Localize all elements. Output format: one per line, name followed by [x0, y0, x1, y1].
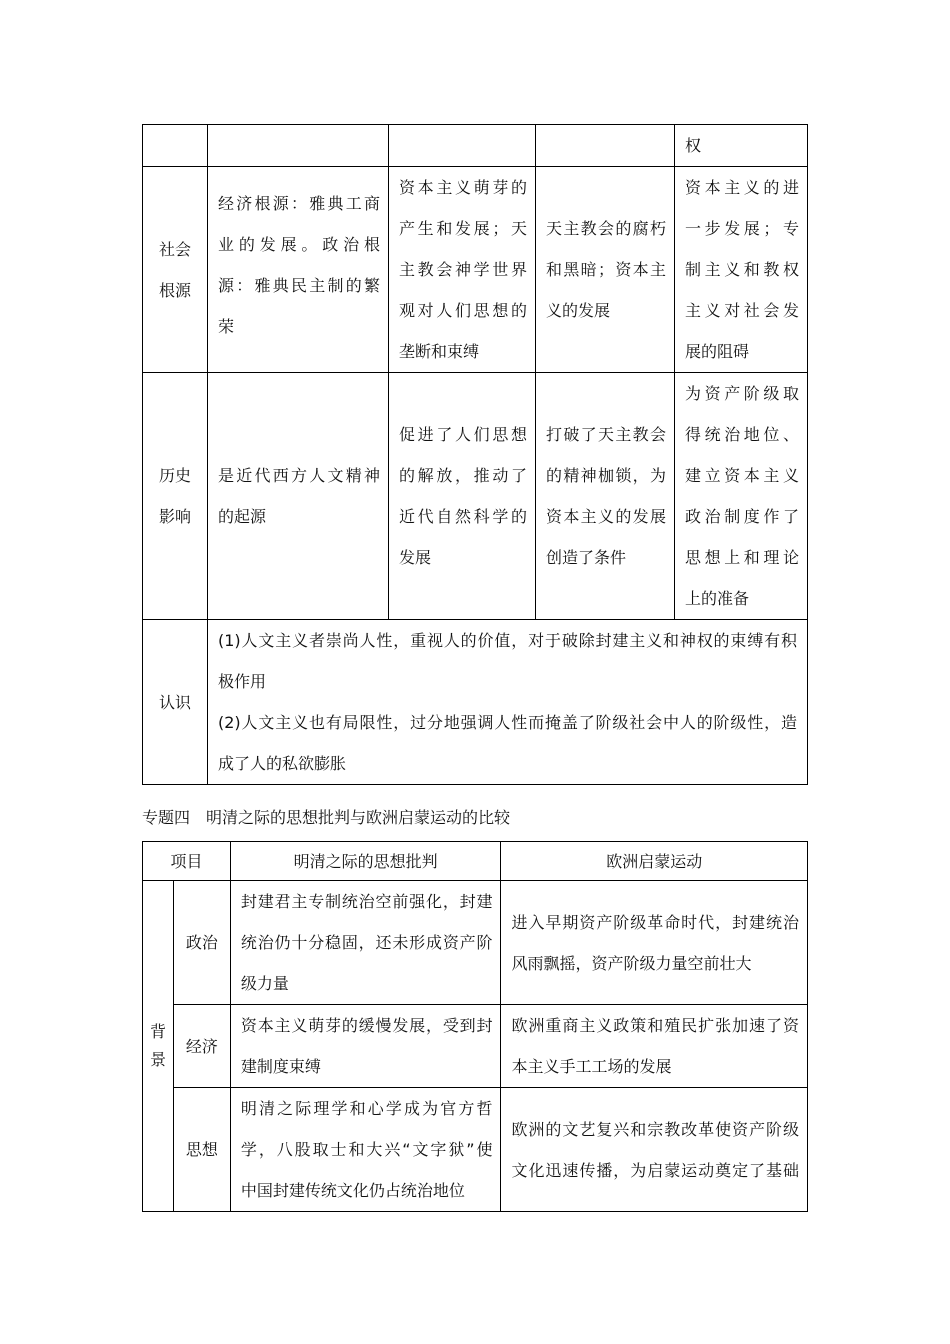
category-economy: 经济: [173, 1005, 230, 1088]
comparison-table-enlightenment: [142, 841, 808, 1212]
cell-text: [231, 1088, 501, 1211]
text-line: 主教会神学世界: [399, 260, 527, 279]
text-line: 欧洲的文艺复兴和宗教改革使资产阶级: [511, 1119, 799, 1139]
table-cell: [230, 881, 501, 1005]
text-line: 文化迅速传播，为启蒙运动奠定了基础: [511, 1160, 799, 1180]
text-line: 为资产阶级取: [685, 384, 799, 403]
table-cell: [389, 167, 536, 373]
cell-text: [231, 881, 501, 1004]
text-line: 中国封建传统文化仍占统治地位: [240, 1181, 465, 1200]
table-cell: [675, 373, 808, 620]
table-header-row: [143, 842, 808, 881]
table-row: [143, 125, 808, 167]
text-line: 产生和发展；天: [399, 219, 527, 238]
row-label-line: 历史: [158, 466, 191, 485]
text-line: 制主义和教权: [685, 260, 799, 279]
text-line: 建立资本主义: [685, 466, 799, 485]
text-line: 促进了人们思想: [399, 425, 527, 444]
table-cell: [208, 167, 389, 373]
table-row-thought: [143, 1088, 808, 1212]
text-line: 义的发展: [546, 301, 611, 320]
row-label-line: 背: [149, 1022, 166, 1041]
table-cell-understanding: [208, 620, 808, 785]
table-cell: [536, 167, 675, 373]
cell-text: [536, 208, 674, 331]
table-row-politics: [143, 881, 808, 1005]
table-row-social-roots: [143, 167, 808, 373]
text-line: 封建君主专制统治空前强化，封建: [240, 892, 493, 911]
row-label-line: 根源: [158, 280, 191, 300]
table-cell: [675, 167, 808, 373]
text-line: 成了人的私欲膨胀: [218, 754, 347, 773]
table-cell: [675, 125, 808, 167]
text-line: 极作用: [218, 672, 267, 691]
text-line: 观对人们思想的: [399, 301, 527, 320]
text-line: 发展: [399, 548, 432, 567]
text-line: 级力量: [240, 974, 289, 993]
table-cell: [389, 125, 536, 167]
cell-text: [208, 620, 807, 784]
category-politics: 政治: [173, 881, 230, 1005]
row-label-line: 社会: [158, 239, 191, 259]
text-line: 欧洲重商主义政策和殖民扩张加速了资: [511, 1016, 799, 1035]
category-thought: 思想: [173, 1088, 230, 1212]
text-line: (1)人文主义者崇尚人性，重视人的价值，对于破除封建主义和神权的束缚有积: [218, 631, 797, 650]
table-cell: [389, 373, 536, 620]
text-line: 展的阻碍: [685, 342, 750, 361]
row-label-line: 认识: [158, 692, 191, 712]
table-cell: [230, 1088, 501, 1212]
cell-text: [675, 167, 807, 372]
row-label-understanding: [143, 620, 208, 785]
text-line: 政治制度作了: [685, 507, 799, 526]
comparison-table-continued: [142, 124, 808, 785]
text-line: 进入早期资产阶级革命时代，封建统治: [511, 912, 799, 932]
text-line: 近代自然科学的: [399, 507, 527, 526]
table-cell: [536, 373, 675, 620]
text-line: 资本主义萌芽的: [399, 178, 527, 197]
table-cell: [143, 125, 208, 167]
text-line: 风雨飘摇，资产阶级力量空前壮大: [511, 953, 752, 973]
table-cell: [208, 373, 389, 620]
text-line: 源：雅典民主制的繁: [218, 275, 380, 295]
table-cell: [501, 881, 808, 1005]
row-label-historical-impact: [143, 373, 208, 620]
text-line: 创造了条件: [546, 548, 627, 567]
text-line: 统治仍十分稳固，还未形成资产阶: [240, 933, 493, 952]
cell-text: [501, 1109, 807, 1191]
text-line: 建制度束缚: [240, 1057, 321, 1076]
cell-text: [389, 414, 535, 578]
text-line: 一步发展；专: [685, 219, 799, 238]
header-europe: 欧洲启蒙运动: [501, 842, 808, 881]
text-line: 的解放，推动了: [399, 466, 527, 485]
cell-text: [389, 167, 535, 372]
text-line: 思想上和理论: [685, 548, 799, 567]
text-line: 经济根源：雅典工商: [218, 193, 380, 213]
text-line: 是近代西方人文精神: [218, 466, 380, 485]
text-line: 垄断和束缚: [399, 342, 480, 361]
text-line: 学，八股取士和大兴“文字狱”使: [240, 1140, 493, 1159]
cell-text: [208, 171, 388, 369]
text-line: 和黑暗；资本主: [546, 260, 666, 279]
table-row-historical-impact: [143, 373, 808, 620]
cell-text: 权: [685, 136, 702, 155]
text-line: 天主教会的腐朽: [546, 219, 666, 238]
cell-text: [501, 1005, 807, 1087]
header-china: 明清之际的思想批判: [230, 842, 501, 881]
cell-text: [675, 373, 807, 619]
text-line: 资本主义的进: [685, 178, 799, 197]
row-label-line: 影响: [158, 507, 191, 526]
text-line: 明清之际理学和心学成为官方哲: [240, 1099, 493, 1118]
cell-text: [231, 1005, 501, 1087]
table-cell: [536, 125, 675, 167]
cell-text: [501, 902, 807, 984]
text-line: 的精神枷锁，为: [546, 466, 666, 485]
table-row-understanding: [143, 620, 808, 785]
header-item: 项目: [143, 842, 231, 881]
table-cell: [208, 125, 389, 167]
section-heading: 专题四 明清之际的思想批判与欧洲启蒙运动的比较: [142, 808, 511, 827]
text-line: 资本主义的发展: [546, 507, 666, 526]
row-group-label-background: [143, 881, 174, 1212]
table-cell: [230, 1005, 501, 1088]
text-line: 的起源: [218, 507, 267, 526]
text-line: 上的准备: [685, 589, 750, 608]
row-label-social-roots: [143, 167, 208, 373]
text-line: 打破了天主教会: [546, 425, 666, 444]
table-cell: [501, 1088, 808, 1212]
text-line: 主义对社会发: [685, 301, 799, 320]
text-line: 得统治地位、: [685, 425, 799, 444]
text-line: 本主义手工工场的发展: [511, 1057, 672, 1076]
table-cell: [501, 1005, 808, 1088]
table-row-economy: [143, 1005, 808, 1088]
text-line: (2)人文主义也有局限性，过分地强调人性而掩盖了阶级社会中人的阶级性，造: [218, 713, 797, 732]
cell-text: [208, 455, 388, 537]
row-label-line: 景: [149, 1050, 166, 1069]
text-line: 资本主义萌芽的缓慢发展，受到封: [240, 1016, 493, 1035]
cell-text: [536, 414, 674, 578]
text-line: 荣: [218, 316, 235, 336]
text-line: 业的发展。政治根: [218, 234, 380, 254]
